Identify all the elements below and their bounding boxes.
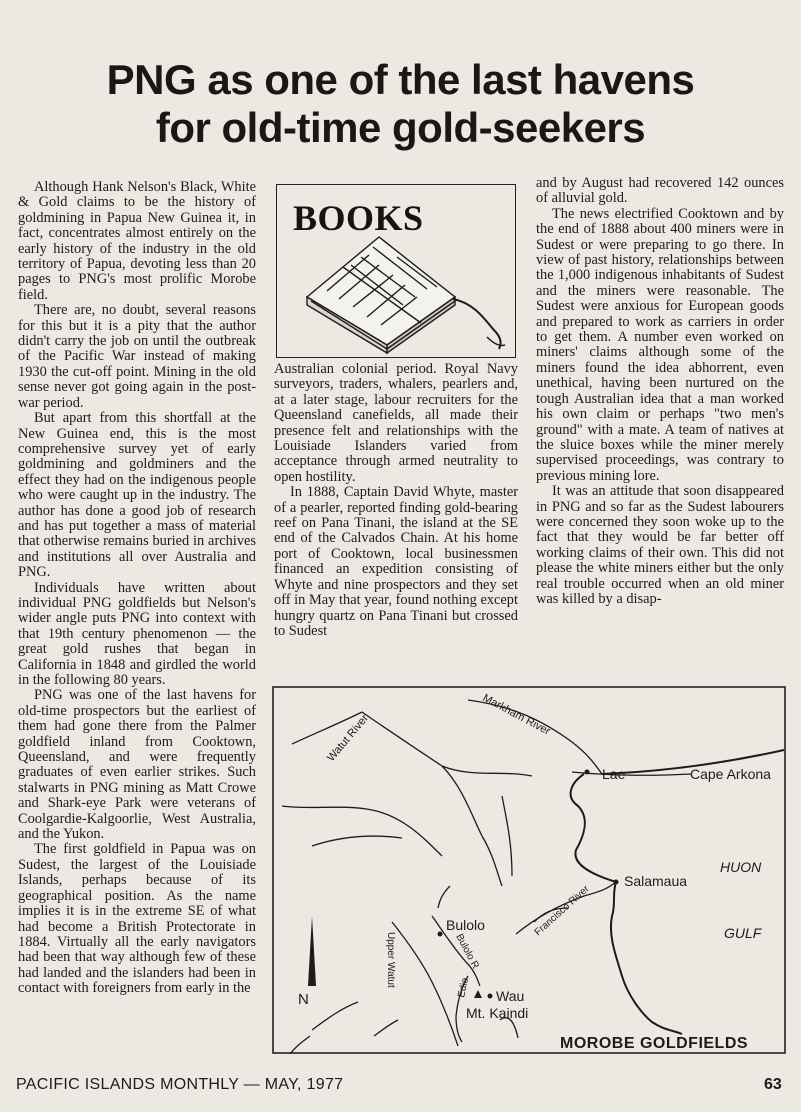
north-label: N <box>298 991 309 1008</box>
paragraph: The news electrified Cooktown and by the end of 1888 about 400 miners were in Sudest or were preparing to go there. In view of past history, relationships between the 1,000 indigenous inhabitants of Sudest and the miners were reasonable. The Sudest were anxious for European goods and prepared to work as carriers in order to get them. A number even worked on miners' claims although some of the miners found the idea abhorrent, even unethical, having been nurtured on the tough Australian idea that a man worked his own claim or perhaps "two men's ground" with a mate. A team of natives at the sluice boxes while the miner merely supervised proceedings, was contrary to previous mining lore. <box>536 205 784 484</box>
books-section-box <box>276 184 516 358</box>
sea-label-gulf: GULF <box>724 925 762 941</box>
paragraph: and by August had recovered 142 ounces of alluvial gold. <box>536 175 784 207</box>
river-label-bulolo: Bulolo R <box>453 932 481 971</box>
paragraph: But apart from this shortfall at the New Guinea end, this is the most comprehensive survey yet of early goldmining and goldminers and the effect they had on the indigenous people who were caught up in the industry. The author has done a good job of research and has put together a mass of material that otherwise remains buried in archives and institutions all over Australia and PNG. <box>18 410 256 581</box>
place-lae: Lae <box>602 766 626 782</box>
place-mt-kaindi: Mt. Kaindi <box>466 1005 529 1021</box>
river-label-watut: Watut River <box>325 712 371 764</box>
morobe-goldfields-map <box>272 686 786 1054</box>
footer-page-number: 63 <box>764 1076 782 1093</box>
place-wau: Wau <box>496 988 525 1004</box>
paragraph: Australian colonial period. Royal Navy surveyors, traders, whalers, pearlers and, at a later stage, labour recruiters for the Queensland canefields, all made their presence felt and relationships with the Louisiade Islanders varied from acceptance through armed neutrality to open hostility. <box>274 361 518 485</box>
river-label-upper-watut: Upper Watut <box>385 932 396 988</box>
wau-marker <box>488 994 493 999</box>
salamaua-marker <box>614 880 619 885</box>
place-bulolo: Bulolo <box>446 917 485 933</box>
paragraph: It was an attitude that soon disappeared in PNG and so far as the Sudest labourers were concerned they soon woke up to the fact that they would be far better off working claims of their own. This did not please the white miners either but the only real trouble occurred when an old miner was killed by a disap- <box>536 483 784 607</box>
river-label-francisco: Francisco River <box>532 883 592 939</box>
article-column-3 <box>536 176 784 607</box>
map-title: MOROBE GOLDFIELDS <box>560 1035 749 1052</box>
paragraph: Individuals have written about individual PNG goldfields but Nelson's wider angle puts PNG into context with that 19th century phenomenon — the great gold rushes that began in California in 1848 and girdled the world in the following 80 years. <box>18 579 256 688</box>
lae-marker <box>585 770 590 775</box>
headline-line-2: for old-time gold-seekers <box>155 104 646 151</box>
place-cape-arkona: Cape Arkona <box>690 766 771 782</box>
footer-publication: PACIFIC ISLANDS MONTHLY — MAY, 1977 <box>16 1076 344 1093</box>
sea-label-huon: HUON <box>720 859 762 875</box>
river-label-markham: Markham River <box>480 692 553 738</box>
place-salamaua: Salamaua <box>624 873 688 889</box>
paragraph: The first goldfield in Papua was on Sudest, the largest of the Louisiade Islands, perhaps because of its geographical position. As the name implies it is in the extreme SE of what had become a British Protectorate in 1884. Virtually all the early navigators had been that way although few of these had landed and the islanders had been in contact with foreigners from early in the <box>18 841 256 997</box>
books-label: BOOKS <box>293 198 424 238</box>
headline <box>0 56 801 152</box>
paragraph: PNG was one of the last havens for old-time prospectors but the earliest of them had gone there from the Palmer goldfield inland from Cooktown, Queensland, and were frequently graduates of even earlier strikes. Such stalwarts in PNG mining as Matt Crowe and Shark-eye Park were veterans of Coolgardie-Kalgoorlie, West Australia, and the Yukon. <box>18 687 256 843</box>
paragraph: There are, no doubt, several reasons for this but it is a pity that the author didn't carry the job on until the outbreak of the Pacific War instead of making 1930 the cut-off point. Mining in the old sense never got going again in the post-war period. <box>18 302 256 411</box>
paragraph: In 1888, Captain David Whyte, master of a pearler, reported finding gold-bearing reef on Pana Tinani, the island at the SE end of the Calvados Chain. At his home port of Cooktown, local businessmen financed an expedition consisting of Whyte and nine prospectors and they set off in May that year, found nothing except hungry quartz on Pana Tinani but crossed to Sudest <box>274 484 518 639</box>
bulolo-marker <box>438 932 443 937</box>
article-column-1 <box>18 180 256 997</box>
paragraph: Although Hank Nelson's Black, White & Gold claims to be the history of goldmining in Papua New Guinea it, in fact, concentrates almost entirely on the early history of the industry in the old territory of Papua, devoting less than 20 pages to PNG's most prolific Morobe field. <box>18 179 256 303</box>
river-label-edie: Edie <box>456 976 472 999</box>
article-column-2 <box>274 362 518 639</box>
headline-line-1: PNG as one of the last havens <box>106 56 695 103</box>
